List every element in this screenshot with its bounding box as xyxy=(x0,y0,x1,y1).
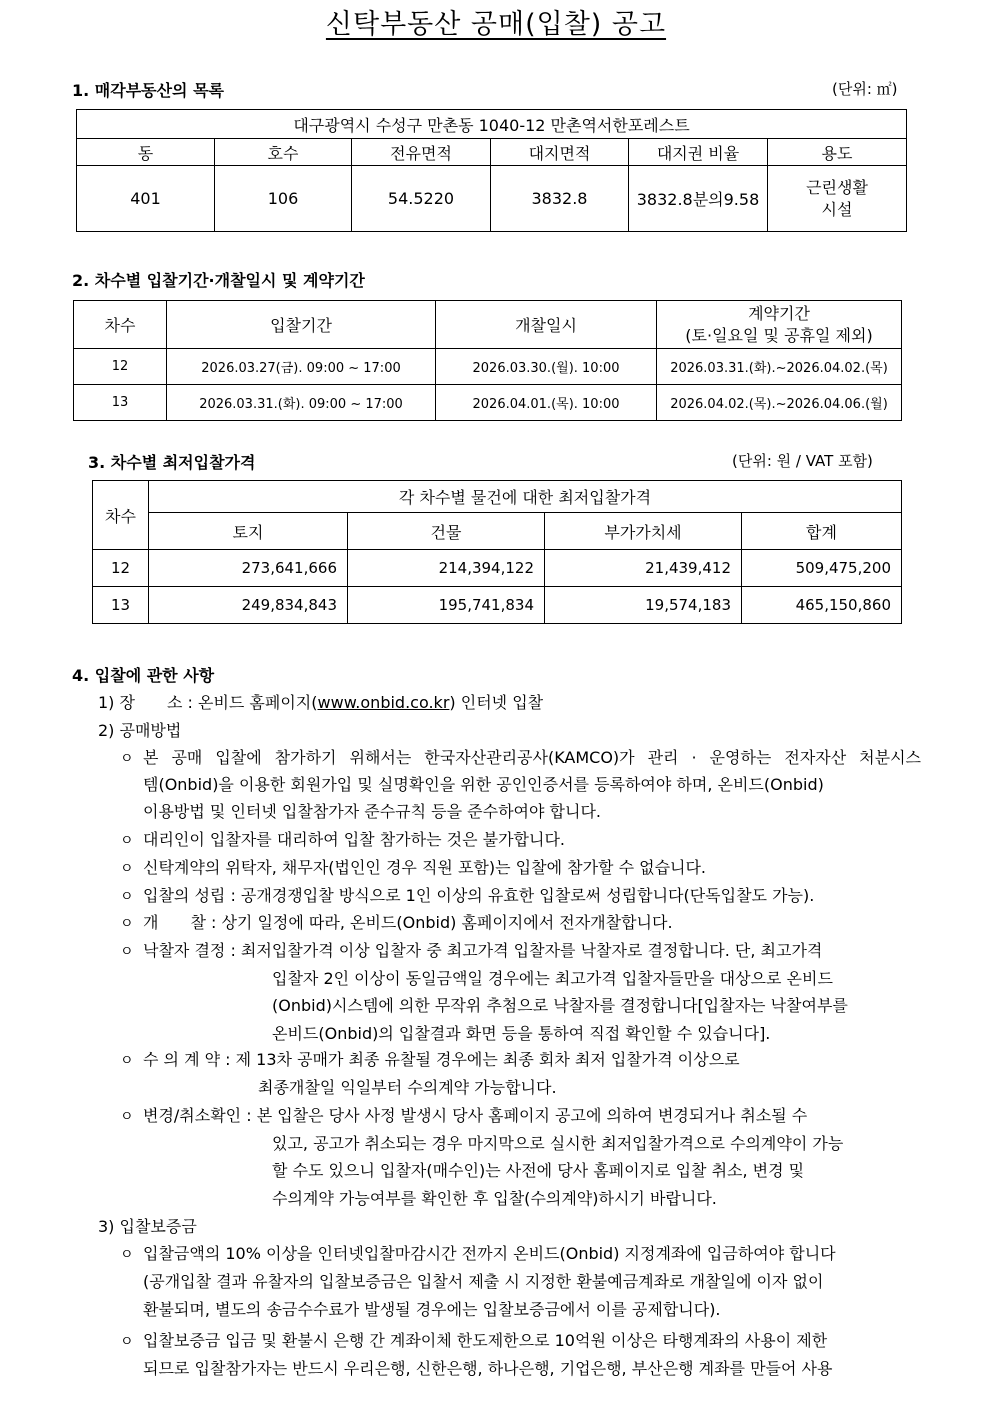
bullet-icon: ㅇ xyxy=(120,861,134,877)
bullet-icon: ㅇ xyxy=(120,751,134,767)
bullet-icon: ㅇ xyxy=(120,1334,134,1350)
onbid-link[interactable]: www.onbid.co.kr xyxy=(317,693,450,712)
method-text-line: 수의계약 가능여부를 확인한 후 입찰(수의계약)하시기 바랍니다. xyxy=(272,1189,717,1208)
column-header: 호수 xyxy=(215,139,352,166)
column-header: 대지권 비율 xyxy=(629,139,768,166)
minimum-price-table xyxy=(92,480,902,624)
cell-exclusive-area: 54.5220 xyxy=(352,166,491,232)
cell-opening: 2026.04.01.(목). 10:00 xyxy=(436,385,657,421)
cell-land-ratio: 3832.8분의9.58 xyxy=(629,166,768,232)
deposit-text-line: 되므로 입찰참가자는 반드시 우리은행, 신한은행, 하나은행, 기업은행, 부산은행 계좌를 만들어 사용 xyxy=(143,1359,833,1378)
bullet-icon: ㅇ xyxy=(120,889,134,905)
method-text-line: 낙찰자 결정 : 최저입찰가격 이상 입찰자 중 최고가격 입찰자를 낙찰자로 결정합니다. 단, 최고가격 xyxy=(143,941,823,960)
property-address: 대구광역시 수성구 만촌동 1040-12 만촌역서한포레스트 xyxy=(77,110,907,139)
column-header xyxy=(657,301,902,349)
method-text-line: 이용방법 및 인터넷 입찰참가자 준수규칙 등을 준수하여야 합니다. xyxy=(143,802,602,821)
cell-round: 13 xyxy=(74,385,167,421)
column-header: 전유면적 xyxy=(352,139,491,166)
cell-use-line: 근린생활 xyxy=(806,177,868,197)
cell-round: 12 xyxy=(93,550,149,587)
column-header: 용도 xyxy=(768,139,907,166)
bid-place-suffix: ) 인터넷 입찰 xyxy=(449,693,544,712)
bullet-icon: ㅇ xyxy=(120,1247,134,1263)
method-text-line: 있고, 공고가 취소되는 경우 마지막으로 실시한 최저입찰가격으로 수의계약이 가능 xyxy=(272,1134,844,1153)
method-text-line: 최종개찰일 익일부터 수의계약 가능합니다. xyxy=(258,1078,557,1097)
cell-land-area: 3832.8 xyxy=(491,166,629,232)
column-header: 토지 xyxy=(149,513,348,550)
cell-building-price: 195,741,834 xyxy=(348,587,545,624)
method-text-line: 본 공매 입찰에 참가하기 위해서는 한국자산관리공사(KAMCO)가 관리 · 운영하는 전자자산 처분시스 xyxy=(143,748,921,767)
contract-header-line: 계약기간 xyxy=(748,303,810,323)
contract-header-line: (토·일요일 및 공휴일 제외) xyxy=(685,325,873,345)
method-text-line: (Onbid)시스템에 의한 무작위 추첨으로 낙찰자를 결정합니다[입찰자는 낙찰여부를 xyxy=(272,996,848,1015)
cell-contract: 2026.03.31.(화).~2026.04.02.(목) xyxy=(657,349,902,385)
section1-heading: 1. 매각부동산의 목록 xyxy=(72,81,224,100)
deposit-text-line: 입찰보증금 입금 및 환불시 은행 간 계좌이체 한도제한으로 10억원 이상은 타행계좌의 사용이 제한 xyxy=(143,1331,828,1350)
cell-ho: 106 xyxy=(215,166,352,232)
method-text-line: 입찰자 2인 이상이 동일금액일 경우에는 최고가격 입찰자들만을 대상으로 온비드 xyxy=(272,969,833,988)
method-text-line: 온비드(Onbid)의 입찰결과 화면 등을 통하여 직접 확인할 수 있습니다]. xyxy=(272,1024,771,1043)
cell-total: 509,475,200 xyxy=(742,550,902,587)
cell-use-line: 시설 xyxy=(821,199,853,219)
method-text-line: 변경/취소확인 : 본 입찰은 당사 사정 발생시 당사 홈페이지 공고에 의하여 변경되거나 취소될 수 xyxy=(143,1106,808,1125)
method-text-line: 개 찰 : 상기 일정에 따라, 온비드(Onbid) 홈페이지에서 전자개찰합니다. xyxy=(143,913,673,932)
section2-heading: 2. 차수별 입찰기간·개찰일시 및 계약기간 xyxy=(72,271,365,290)
deposit-text-line: 입찰금액의 10% 이상을 인터넷입찰마감시간 전까지 온비드(Onbid) 지정계좌에 입금하여야 합니다 xyxy=(143,1244,836,1263)
cell-opening: 2026.03.30.(월). 10:00 xyxy=(436,349,657,385)
column-header: 대지면적 xyxy=(491,139,629,166)
cell-bid-period: 2026.03.31.(화). 09:00 ~ 17:00 xyxy=(167,385,436,421)
cell-land-price: 249,834,843 xyxy=(149,587,348,624)
method-text-line: 입찰의 성립 : 공개경쟁입찰 방식으로 1인 이상의 유효한 입찰로써 성립합니다(단독입찰도 가능). xyxy=(143,886,815,905)
table-row xyxy=(74,349,902,385)
cell-total: 465,150,860 xyxy=(742,587,902,624)
cell-vat: 21,439,412 xyxy=(545,550,742,587)
column-header: 합계 xyxy=(742,513,902,550)
bullet-icon: ㅇ xyxy=(120,833,134,849)
method-text-line: 신탁계약의 위탁자, 채무자(법인인 경우 직원 포함)는 입찰에 참가할 수 없습니다. xyxy=(143,858,707,877)
cell-building-price: 214,394,122 xyxy=(348,550,545,587)
section4-heading: 4. 입찰에 관한 사항 xyxy=(72,666,215,685)
column-header: 부가가치세 xyxy=(545,513,742,550)
column-header: 입찰기간 xyxy=(167,301,436,349)
page-title: 신탁부동산 공매(입찰) 공고 xyxy=(325,9,667,40)
method-text-line: 할 수도 있으니 입찰자(매수인)는 사전에 당사 홈페이지로 입찰 취소, 변경 및 xyxy=(272,1161,805,1180)
table-row xyxy=(74,385,902,421)
column-header: 동 xyxy=(77,139,215,166)
table-row xyxy=(93,587,902,624)
cell-contract: 2026.04.02.(목).~2026.04.06.(월) xyxy=(657,385,902,421)
cell-round: 12 xyxy=(74,349,167,385)
section3-heading: 3. 차수별 최저입찰가격 xyxy=(88,453,256,472)
deposit-text-line: (공개입찰 결과 유찰자의 입찰보증금은 입찰서 제출 시 지정한 환불예금계좌로 개찰일에 이자 없이 xyxy=(143,1272,824,1291)
schedule-table xyxy=(73,300,902,421)
table-row xyxy=(93,550,902,587)
cell-land-price: 273,641,666 xyxy=(149,550,348,587)
cell-use xyxy=(768,166,907,232)
property-list-table xyxy=(76,109,907,232)
bullet-icon: ㅇ xyxy=(120,1053,134,1069)
table-row xyxy=(77,166,907,232)
group-header: 각 차수별 물건에 대한 최저입찰가격 xyxy=(149,481,902,513)
column-header: 차수 xyxy=(93,481,149,550)
bullet-icon: ㅇ xyxy=(120,1109,134,1125)
column-header: 개찰일시 xyxy=(436,301,657,349)
bullet-icon: ㅇ xyxy=(120,916,134,932)
cell-bid-period: 2026.03.27(금). 09:00 ~ 17:00 xyxy=(167,349,436,385)
section1-unit: (단위: ㎡) xyxy=(832,80,898,98)
deposit-text-line: 환불되며, 별도의 송금수수료가 발생될 경우에는 입찰보증금에서 이를 공제합니다). xyxy=(143,1300,721,1319)
method-text-line: 수 의 계 약 : 제 13차 공매가 최종 유찰될 경우에는 최종 회차 최저 입찰가격 이상으로 xyxy=(143,1050,740,1069)
cell-dong: 401 xyxy=(77,166,215,232)
deposit-heading: 3) 입찰보증금 xyxy=(98,1217,197,1236)
method-text-line: 템(Onbid)을 이용한 회원가입 및 실명확인을 위한 공인인증서를 등록하여야 하며, 온비드(Onbid) xyxy=(143,775,824,794)
column-header: 건물 xyxy=(348,513,545,550)
cell-vat: 19,574,183 xyxy=(545,587,742,624)
cell-round: 13 xyxy=(93,587,149,624)
method-text-line: 대리인이 입찰자를 대리하여 입찰 참가하는 것은 불가합니다. xyxy=(143,830,566,849)
column-header: 차수 xyxy=(74,301,167,349)
section3-unit: (단위: 원 / VAT 포함) xyxy=(732,452,873,470)
method-heading: 2) 공매방법 xyxy=(98,721,182,740)
bullet-icon: ㅇ xyxy=(120,944,134,960)
bid-place-prefix: 1) 장 소 : 온비드 홈페이지( xyxy=(98,693,318,712)
bid-place-line xyxy=(98,690,543,713)
